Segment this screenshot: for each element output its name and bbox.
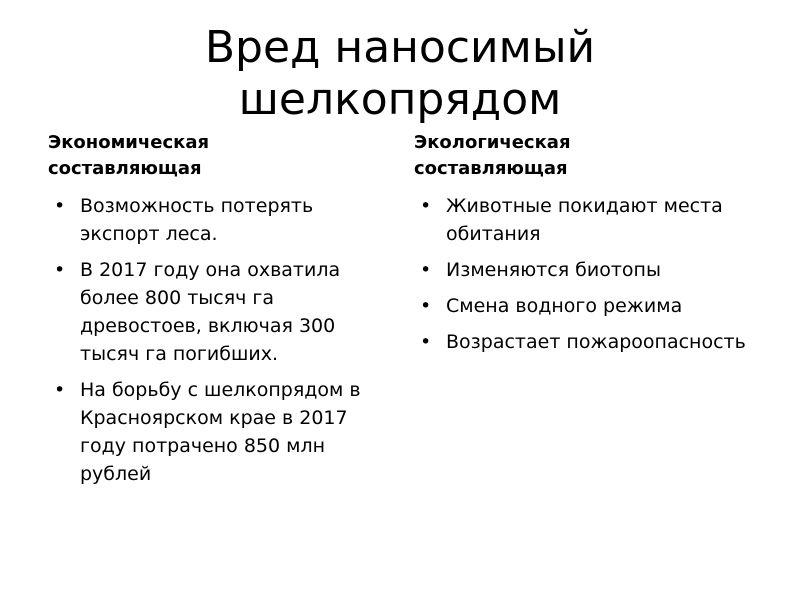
list-item: [48, 192, 393, 248]
ecological-heading-line-1: Экологическая: [414, 132, 571, 153]
list-item-text: Смена водного режима: [446, 295, 683, 317]
list-item-text: На борьбу с шелкопрядом в Красноярском крае в 2017 году потрачено 850 млн рублей: [80, 379, 361, 485]
economic-column: [48, 130, 393, 496]
list-item: [48, 256, 393, 368]
bullet-icon: •: [54, 379, 66, 401]
slide-title: [0, 22, 800, 126]
ecological-heading: [414, 130, 764, 182]
bullet-icon: •: [420, 295, 432, 317]
economic-heading: [48, 130, 393, 182]
economic-heading-line-1: Экономическая: [48, 132, 210, 153]
slide-title-line-1: Вред наносимый: [204, 22, 596, 73]
bullet-icon: •: [420, 259, 432, 281]
ecological-column: [414, 130, 764, 364]
list-item: [414, 192, 764, 248]
bullet-icon: •: [54, 259, 66, 281]
list-item-text: Возрастает пожароопасность: [446, 331, 746, 353]
bullet-icon: •: [420, 331, 432, 353]
economic-heading-line-2: составляющая: [48, 158, 202, 179]
list-item-text: Возможность потерять экспорт леса.: [80, 195, 314, 245]
list-item: [414, 292, 764, 320]
list-item: [414, 328, 764, 356]
ecological-heading-line-2: составляющая: [414, 158, 568, 179]
ecological-bullet-list: [414, 192, 764, 356]
list-item-text: В 2017 году она охватила более 800 тысяч га древостоев, включая 300 тысяч га погибших.: [80, 259, 341, 365]
economic-bullet-list: [48, 192, 393, 488]
list-item-text: Изменяются биотопы: [446, 259, 661, 281]
list-item: [48, 376, 393, 488]
bullet-icon: •: [420, 195, 432, 217]
slide-title-line-2: шелкопрядом: [238, 74, 562, 125]
bullet-icon: •: [54, 195, 66, 217]
list-item-text: Животные покидают места обитания: [446, 195, 723, 245]
list-item: [414, 256, 764, 284]
